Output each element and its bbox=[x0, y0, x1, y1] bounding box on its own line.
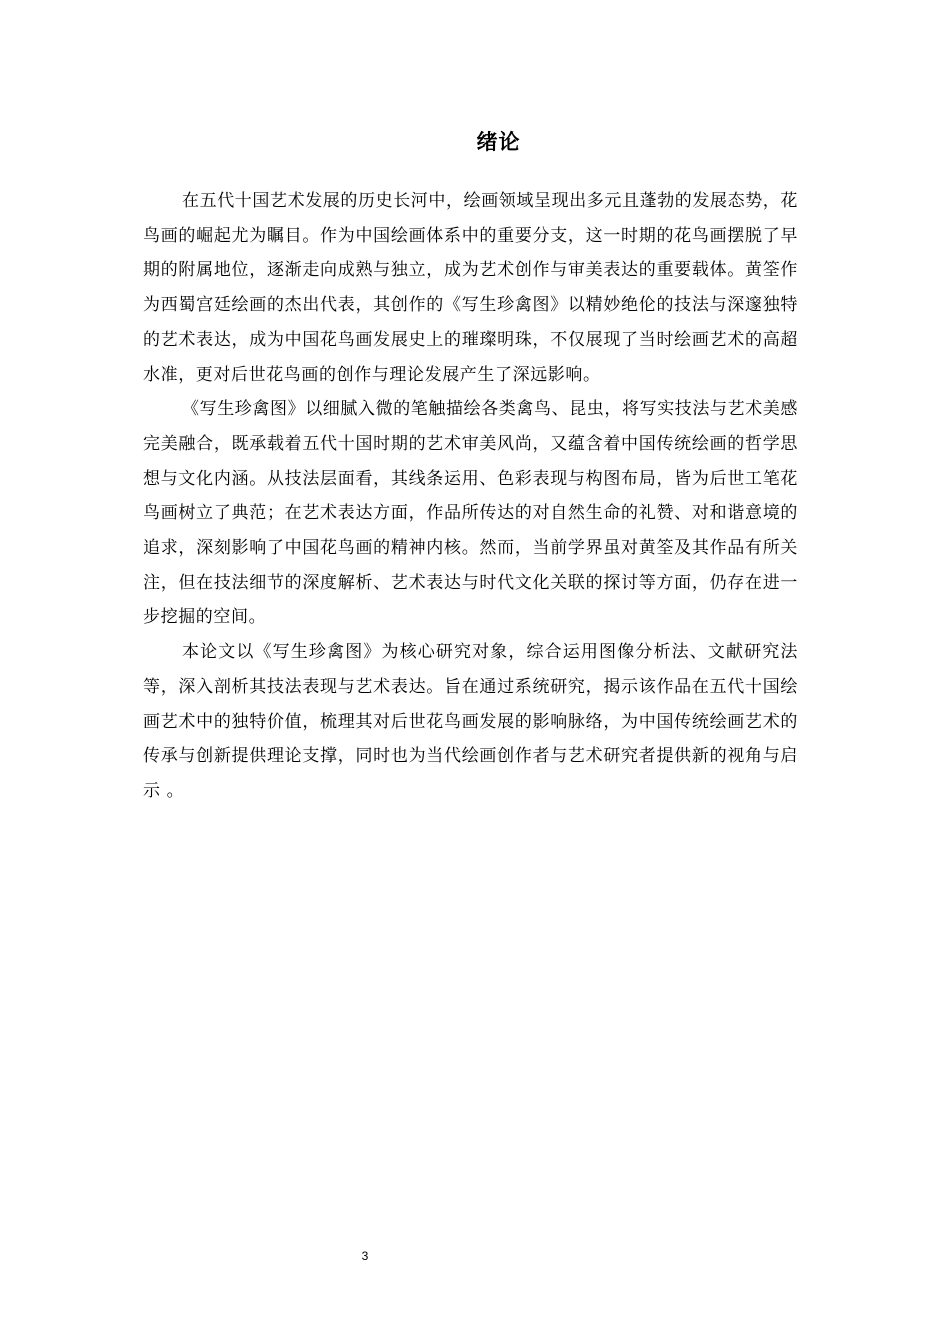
body-text bbox=[143, 184, 798, 809]
paragraph-1: 在五代十国艺术发展的历史长河中，绘画领域呈现出多元且蓬勃的发展态势，花鸟画的崛起尤为瞩目。作为中国绘画体系中的重要分支，这一时期的花鸟画摆脱了早期的附属地位，逐渐走向成熟与独立，成为艺术创作与审美表达的重要载体。黄筌作为西蜀宫廷绘画的杰出代表，其创作的《写生珍禽图》以精妙绝伦的技法与深邃独特的艺术表达，成为中国花鸟画发展史上的璀璨明珠，不仅展现了当时绘画艺术的高超水准，更对后世花鸟画的创作与理论发展产生了深远影响。 bbox=[143, 191, 798, 385]
paragraph-3: 本论文以《写生珍禽图》为核心研究对象，综合运用图像分析法、文献研究法等，深入剖析其技法表现与艺术表达。旨在通过系统研究，揭示该作品在五代十国绘画艺术中的独特价值，梳理其对后世花鸟画发展的影响脉络，为中国传统绘画艺术的传承与创新提供理论支撑，同时也为当代绘画创作者与艺术研究者提供新的视角与启示 。 bbox=[143, 642, 798, 801]
paragraph-2: 《写生珍禽图》以细腻入微的笔触描绘各类禽鸟、昆虫，将写实技法与艺术美感完美融合，既承载着五代十国时期的艺术审美风尚，又蕴含着中国传统绘画的哲学思想与文化内涵。从技法层面看，其线条运用、色彩表现与构图布局，皆为后世工笔花鸟画树立了典范；在艺术表达方面，作品所传达的对自然生命的礼赞、对和谐意境的追求，深刻影响了中国花鸟画的精神内核。然而，当前学界虽对黄筌及其作品有所关注，但在技法细节的深度解析、艺术表达与时代文化关联的探讨等方面，仍存在进一步挖掘的空间。 bbox=[143, 399, 798, 628]
page-title: 绪论 bbox=[476, 130, 521, 154]
page-number: 3 bbox=[361, 1249, 369, 1263]
